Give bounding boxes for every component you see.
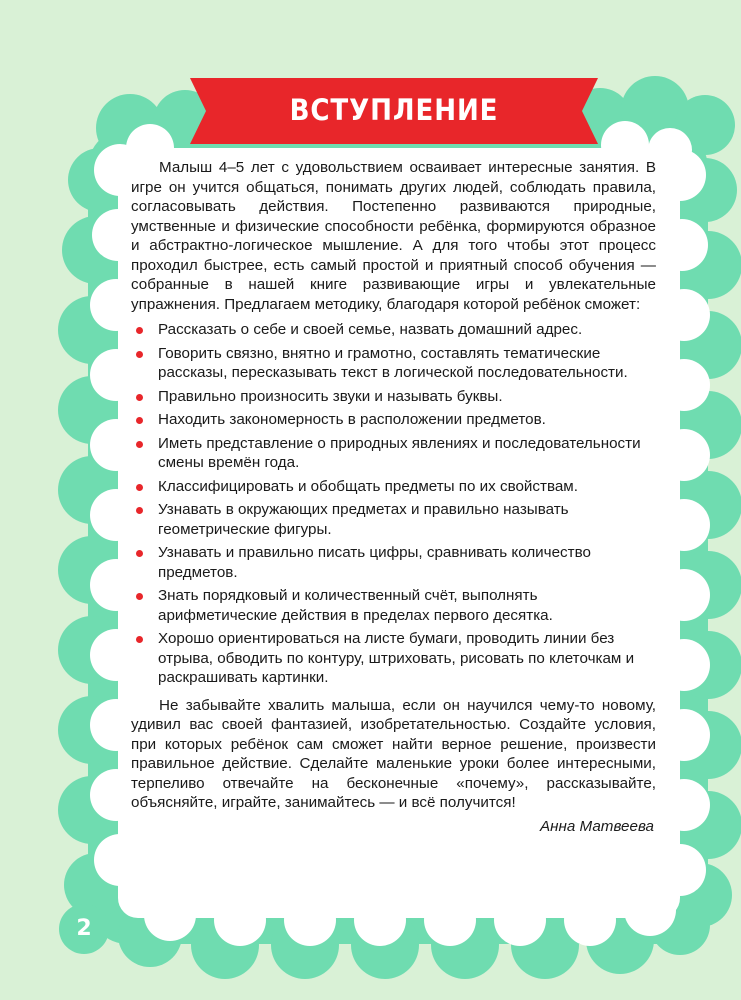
list-item xyxy=(131,629,656,688)
page-title: ВСТУПЛЕНИЕ xyxy=(289,93,499,127)
page-number: 2 xyxy=(59,904,109,954)
list-item xyxy=(131,477,656,497)
list-item xyxy=(131,344,656,383)
list-item-text: Знать порядковый и количественный счёт, выполнять арифметические действия в пределах первого десятка. xyxy=(158,587,553,624)
list-item-text: Узнавать и правильно писать цифры, сравнивать количество предметов. xyxy=(158,544,591,581)
bullet-icon xyxy=(136,417,143,424)
list-item-text: Хорошо ориентироваться на листе бумаги, проводить линии без отрыва, обводить по контуру, штриховать, рисовать по клеточкам и раскрашивать картинки. xyxy=(158,630,635,686)
list-item-text: Рассказать о себе и своей семье, назвать домашний адрес. xyxy=(158,321,583,338)
list-item-text: Находить закономерность в расположении предметов. xyxy=(158,411,546,428)
intro-paragraph: Малыш 4–5 лет с удовольствием осваивает интересные занятия. В игре он учится общаться, понимать других людей, соблюдать правила, согласовывать действия. Постепенно развиваются природные, умственные и физические способности ребёнка, формируются образное и абстрактно-логическое мышление. А для того чтобы этот процесс проходил быстрее, есть самый простой и приятный способ обучения — собранные в нашей книге развивающие игры и увлекательные упражнения. Предлагаем методику, благодаря которой ребёнок сможет: xyxy=(131,159,656,313)
bullet-icon xyxy=(136,441,143,448)
list-item-text: Правильно произносить звуки и называть буквы. xyxy=(158,387,503,405)
list-item xyxy=(131,500,656,539)
list-item-text: Говорить связно, внятно и грамотно, составлять тематические рассказы, пересказывать текст в логической последовательности. xyxy=(158,344,628,381)
closing-paragraph: Не забывайте хвалить малыша, если он научился чему-то новому, удивил вас своей фантазией, изобретательностью. Создайте условия, при которых ребёнок сам сможет найти верное решение, произвести правильное действие. Сделайте маленькие уроки более интересными, терпеливо отвечайте на бесконечные «почему», рассказывайте, объясняйте, играйте, занимайтесь — и всё получится! xyxy=(131,696,656,811)
list-item xyxy=(131,387,656,407)
skills-list xyxy=(131,320,656,688)
bullet-icon xyxy=(136,327,143,334)
list-item xyxy=(131,434,656,473)
list-item xyxy=(131,410,656,430)
intro-text-block xyxy=(131,158,656,836)
list-item-text: Классифицировать и обобщать предметы по их свойствам. xyxy=(158,477,578,495)
bullet-icon xyxy=(136,394,143,401)
bullet-icon xyxy=(136,593,143,600)
list-item-text: Иметь представление о природных явлениях и последовательности смены времён года. xyxy=(158,434,641,471)
list-item xyxy=(131,543,656,582)
author-signature: Анна Матвеева xyxy=(540,817,654,835)
bullet-icon xyxy=(136,351,143,358)
bullet-icon xyxy=(136,636,143,643)
list-item-text: Узнавать в окружающих предметах и правильно называть геометрические фигуры. xyxy=(158,501,569,538)
list-item xyxy=(131,586,656,625)
bullet-icon xyxy=(136,550,143,557)
bullet-icon xyxy=(136,484,143,491)
bullet-icon xyxy=(136,507,143,514)
list-item xyxy=(131,320,656,340)
